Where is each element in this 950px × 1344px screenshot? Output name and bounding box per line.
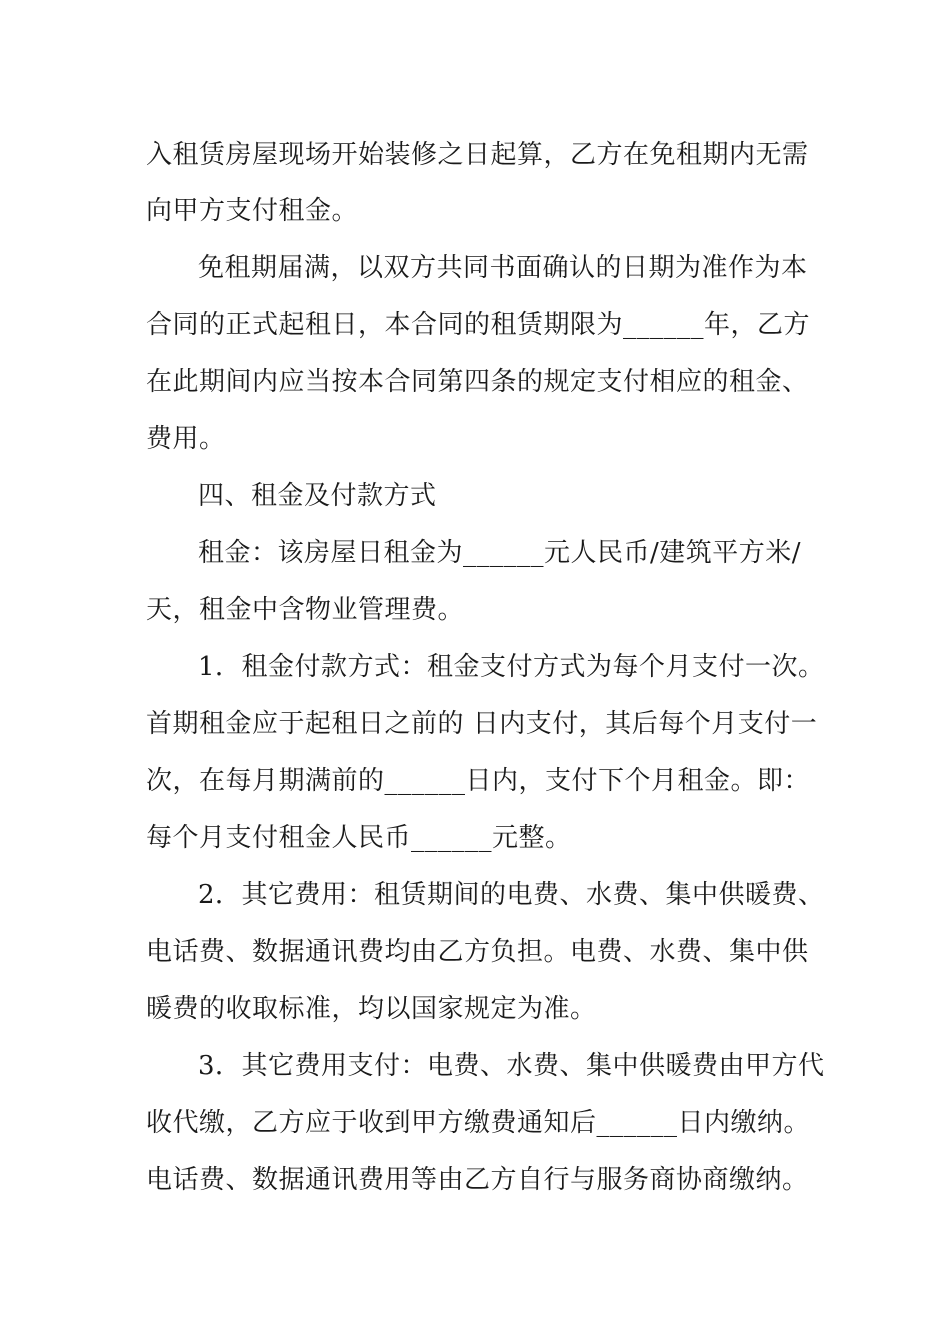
paragraph-first-line: 3．其它费用支付：电费、水费、集中供暖费由甲方代 — [198, 1051, 825, 1081]
text-line: 费用。 — [146, 424, 226, 454]
paragraph-first-line: 免租期届满，以双方共同书面确认的日期为准作为本 — [198, 253, 808, 283]
text-line: 电话费、数据通讯费均由乙方负担。电费、水费、集中供 — [146, 937, 809, 967]
section-heading: 四、租金及付款方式 — [198, 481, 437, 511]
text-line: 天，租金中含物业管理费。 — [146, 595, 465, 625]
text-line: 电话费、数据通讯费用等由乙方自行与服务商协商缴纳。 — [146, 1165, 809, 1195]
text-line: 次，在每月期满前的______日内，支付下个月租金。即： — [146, 766, 811, 796]
text-line: 每个月支付租金人民币______元整。 — [146, 823, 572, 853]
text-line: 入租赁房屋现场开始装修之日起算，乙方在免租期内无需 — [146, 140, 809, 170]
text-line: 首期租金应于起租日之前的 日内支付，其后每个月支付一 — [146, 709, 818, 739]
text-line: 在此期间内应当按本合同第四条的规定支付相应的租金、 — [146, 367, 809, 397]
text-line: 暖费的收取标准，均以国家规定为准。 — [146, 994, 597, 1024]
text-line: 向甲方支付租金。 — [146, 196, 359, 226]
paragraph-first-line: 1．租金付款方式：租金支付方式为每个月支付一次。 — [198, 652, 825, 682]
paragraph-first-line: 2．其它费用：租赁期间的电费、水费、集中供暖费、 — [198, 880, 825, 910]
text-line: 合同的正式起租日，本合同的租赁期限为______年，乙方 — [146, 310, 811, 340]
paragraph-first-line: 租金：该房屋日租金为______元人民币/建筑平方米/ — [198, 538, 802, 568]
text-line: 收代缴，乙方应于收到甲方缴费通知后______日内缴纳。 — [146, 1108, 811, 1138]
